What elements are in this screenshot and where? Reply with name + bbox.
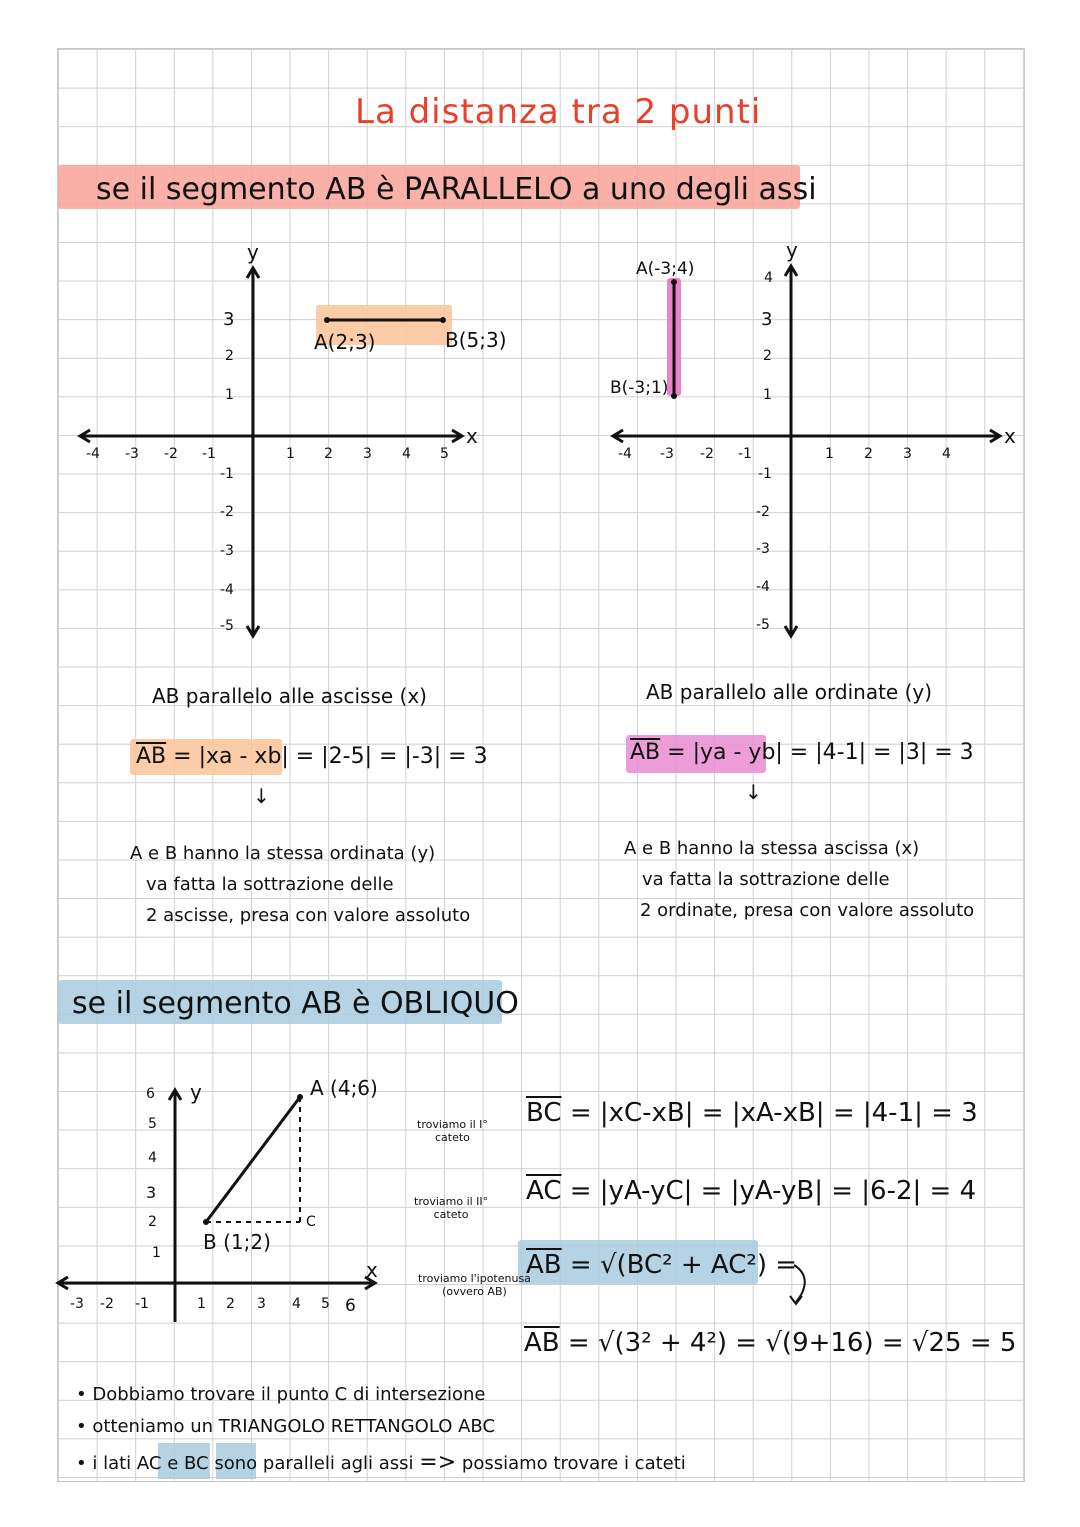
right-explanation-line1: A e B hanno la stessa ascissa (x) bbox=[624, 838, 920, 859]
point-b-right-label: B(-3;1) bbox=[610, 378, 669, 398]
left-formula-rest: = |xa - xb| = |2-5| = |-3| = 3 bbox=[173, 744, 488, 769]
graph-right-ytick: 1 bbox=[763, 387, 772, 403]
graph-right-ytick: 3 bbox=[761, 309, 773, 330]
left-explanation-line2: va fatta la sottrazione delle bbox=[146, 874, 394, 895]
right-formula-ab: $\overline{AB}$ bbox=[630, 740, 661, 765]
graph-oblique-ytick: 2 bbox=[148, 1214, 157, 1230]
graph-oblique-ytick: 3 bbox=[146, 1183, 157, 1202]
graph-right-ytick: -3 bbox=[756, 541, 770, 557]
left-formula bbox=[136, 744, 488, 769]
graph-left-xtick: -2 bbox=[164, 446, 178, 462]
left-caption: AB parallelo alle ascisse (x) bbox=[152, 684, 427, 708]
graph-left-ytick: -5 bbox=[220, 618, 234, 634]
graph-oblique-xtick: -1 bbox=[135, 1296, 149, 1312]
graph-left-xtick: -3 bbox=[125, 446, 139, 462]
graph-oblique-xtick: 1 bbox=[197, 1296, 206, 1312]
graph-right-xtick: 4 bbox=[942, 446, 951, 462]
graph-left-xtick: 2 bbox=[324, 446, 333, 462]
graph-right-xtick: -1 bbox=[738, 446, 752, 462]
graph-left-xtick: -1 bbox=[202, 446, 216, 462]
graph-left-axis-x: x bbox=[466, 424, 478, 448]
graph-right-xtick: -4 bbox=[618, 446, 632, 462]
step3-formula: $\overline{AB} = √(BC^2 + AC^2)$ = bbox=[526, 1250, 798, 1280]
point-a-left-label: A(2;3) bbox=[314, 330, 376, 354]
graph-left-ytick: -1 bbox=[220, 466, 234, 482]
point-a-left bbox=[324, 317, 330, 323]
graph-right-xtick: 2 bbox=[864, 446, 873, 462]
graph-right-ytick: 2 bbox=[763, 348, 772, 364]
graph-right-xtick: 3 bbox=[903, 446, 912, 462]
graph-right-ytick: -4 bbox=[756, 579, 770, 595]
step1-note: troviamo il I° cateto bbox=[417, 1118, 488, 1144]
graph-right-ytick: -1 bbox=[758, 466, 772, 482]
graph-oblique-xtick: 4 bbox=[292, 1296, 301, 1312]
graph-left-xtick: 1 bbox=[286, 446, 295, 462]
point-a-oblique bbox=[297, 1094, 303, 1100]
graph-oblique-xtick: 3 bbox=[257, 1296, 266, 1312]
graph-left-xtick: -4 bbox=[86, 446, 100, 462]
point-a-right-label: A(-3;4) bbox=[636, 259, 695, 279]
graph-right-ytick: -5 bbox=[756, 617, 770, 633]
graph-left-ytick: 1 bbox=[225, 387, 234, 403]
graph-left-ytick: 3 bbox=[223, 309, 235, 330]
graph-right-axis-x: x bbox=[1004, 424, 1016, 448]
bullet-3: • i lati AC e BC sono paralleli agli assi => possiamo trovare i cateti bbox=[76, 1450, 686, 1475]
point-b-oblique bbox=[203, 1219, 209, 1225]
graph-oblique-xtick: 5 bbox=[321, 1296, 330, 1312]
step2-formula: $\overline{AC} = |yA-yC| = |yA-yB| = |6-2| = 4$ bbox=[526, 1176, 977, 1206]
graph-left-xtick: 5 bbox=[440, 446, 449, 462]
graph-left-ytick: -4 bbox=[220, 582, 234, 598]
graph-oblique-xtick: -3 bbox=[70, 1296, 84, 1312]
graph-oblique-ytick: 6 bbox=[146, 1086, 155, 1102]
graph-oblique-axis-y: y bbox=[190, 1080, 202, 1104]
right-explanation-line2: va fatta la sottrazione delle bbox=[642, 869, 890, 890]
step1-formula: $\overline{BC} = |xC-xB| = |xA-xB| = |4-1| = 3$ bbox=[526, 1098, 978, 1128]
graph-left-ytick: 2 bbox=[225, 348, 234, 364]
point-b-right bbox=[671, 393, 677, 399]
graph-oblique-axis-x: x bbox=[366, 1258, 378, 1282]
point-b-left-label: B(5;3) bbox=[445, 328, 507, 352]
graph-oblique-ytick: 5 bbox=[148, 1116, 157, 1132]
graph-oblique-xtick: 6 bbox=[345, 1296, 356, 1316]
step2-note: troviamo il II° cateto bbox=[414, 1195, 489, 1221]
point-b-left bbox=[440, 317, 446, 323]
graph-oblique-xtick: -2 bbox=[100, 1296, 114, 1312]
graph-left-ytick: -2 bbox=[220, 504, 234, 520]
curved-arrow-head bbox=[790, 1296, 802, 1304]
graph-left-axis-y: y bbox=[247, 240, 259, 264]
bullet-1: • Dobbiamo trovare il punto C di intersezione bbox=[76, 1384, 486, 1405]
point-a-right bbox=[671, 279, 677, 285]
step3-note: troviamo l'ipotenusa (ovvero AB) bbox=[418, 1272, 531, 1298]
graph-left-xtick: 4 bbox=[402, 446, 411, 462]
right-caption: AB parallelo alle ordinate (y) bbox=[646, 680, 933, 704]
graph-right-xtick: -2 bbox=[700, 446, 714, 462]
left-explanation-line1: A e B hanno la stessa ordinata (y) bbox=[130, 843, 436, 864]
right-down-arrow: ↓ bbox=[745, 780, 762, 804]
graph-right-ytick: -2 bbox=[756, 504, 770, 520]
graph-oblique-ytick: 4 bbox=[148, 1150, 157, 1166]
graph-right-axis-y: y bbox=[786, 238, 798, 262]
right-explanation-line3: 2 ordinate, presa con valore assoluto bbox=[640, 900, 975, 921]
left-formula-ab: $\overline{AB}$ bbox=[136, 744, 167, 769]
right-formula bbox=[630, 740, 974, 765]
final-formula: $\overline{AB} = √(3^2 + 4^2) = √(9+16) = √25 = 5$ bbox=[524, 1328, 1017, 1358]
bullet-2: • otteniamo un TRIANGOLO RETTANGOLO ABC bbox=[76, 1416, 496, 1437]
segment-ab-oblique bbox=[206, 1097, 300, 1222]
graph-oblique-ytick: 1 bbox=[152, 1245, 161, 1261]
left-explanation-line3: 2 ascisse, presa con valore assoluto bbox=[146, 905, 471, 926]
point-c-label: C bbox=[306, 1214, 316, 1230]
graph-right-xtick: -3 bbox=[660, 446, 674, 462]
graph-left-xtick: 3 bbox=[363, 446, 372, 462]
left-down-arrow: ↓ bbox=[253, 784, 270, 808]
point-b-oblique-label: B (1;2) bbox=[203, 1230, 271, 1254]
page-title: La distanza tra 2 punti bbox=[355, 92, 762, 132]
point-a-oblique-label: A (4;6) bbox=[310, 1076, 378, 1100]
graph-left-ytick: -3 bbox=[220, 543, 234, 559]
graph-right-xtick: 1 bbox=[825, 446, 834, 462]
graph-right-ytick: 4 bbox=[764, 270, 773, 286]
section1-heading: se il segmento AB è PARALLELO a uno degli assi bbox=[96, 172, 817, 207]
right-formula-rest: = |ya - yb| = |4-1| = |3| = 3 bbox=[667, 740, 974, 765]
graph-oblique-xtick: 2 bbox=[226, 1296, 235, 1312]
section2-heading: se il segmento AB è OBLIQUO bbox=[72, 986, 519, 1021]
